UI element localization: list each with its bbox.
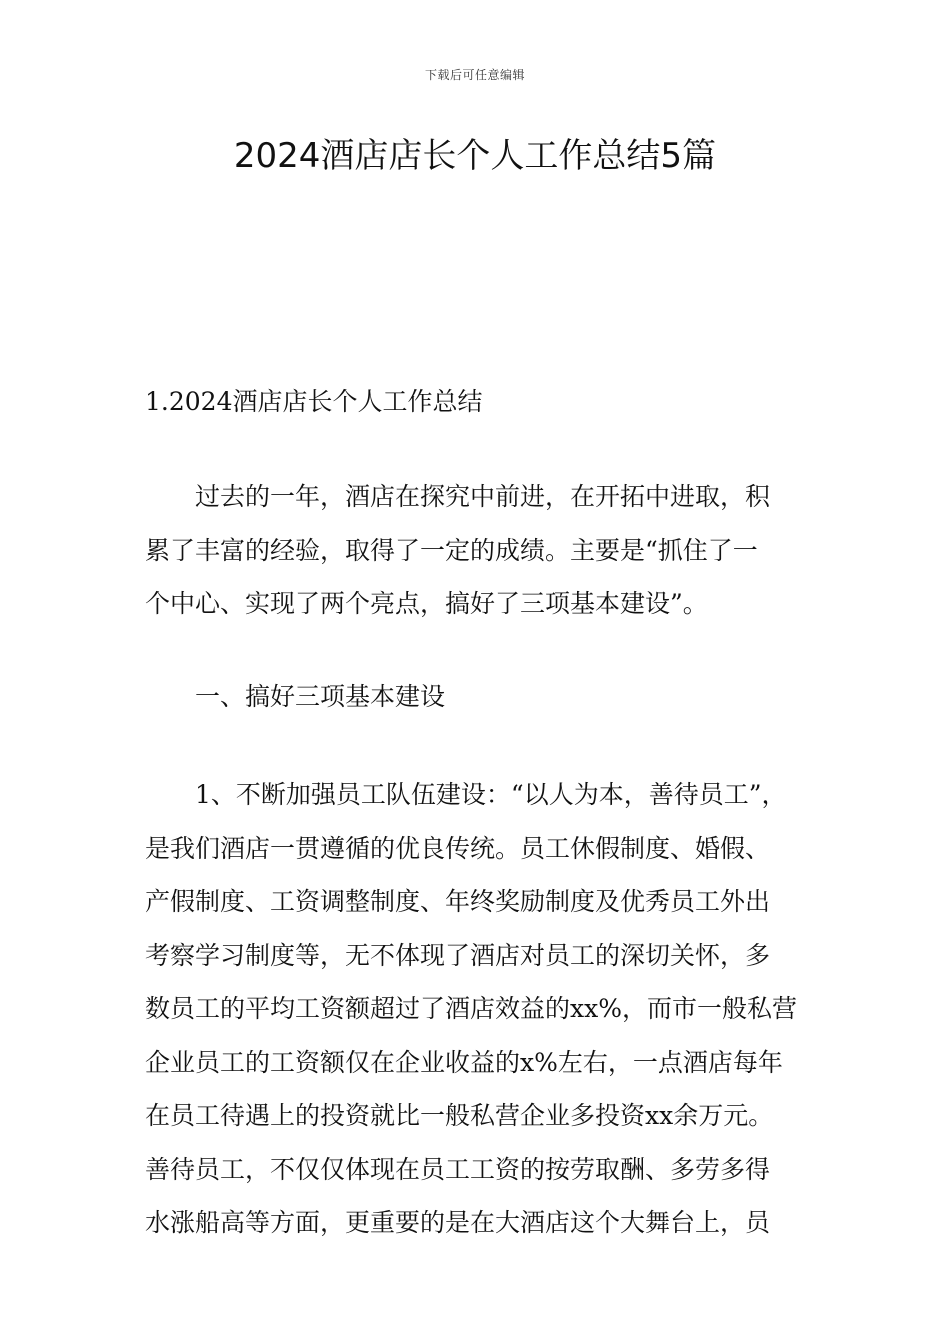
paragraph-line: 考察学习制度等，无不体现了酒店对员工的深切关怀，多 — [145, 940, 771, 970]
header-note: 下载后可任意编辑 — [424, 68, 525, 82]
subheading — [145, 670, 810, 724]
paragraph-line: 数员工的平均工资额超过了酒店效益的xx%，而市一般私营 — [145, 994, 797, 1023]
paragraph-line: 企业员工的工资额仅在企业收益的x%左右，一点酒店每年 — [145, 1047, 783, 1077]
document-title: 2024酒店店长个人工作总结5篇 — [233, 136, 717, 176]
section-heading — [145, 375, 810, 429]
paragraph-line: 水涨船高等方面，更重要的是在大酒店这个大舞台上，员 — [145, 1208, 771, 1237]
paragraph-line: 1、不断加强员工队伍建设：“以人为本，善待员工”， — [195, 780, 787, 809]
paragraph-line: 产假制度、工资调整制度、年终奖励制度及优秀员工外出 — [145, 887, 771, 916]
paragraph-line: 过去的一年，酒店在探究中前进，在开拓中进取，积 — [195, 482, 771, 511]
paragraph-line: 善待员工，不仅仅体现在员工工资的按劳取酬、多劳多得 — [145, 1154, 771, 1184]
paragraph-line: 在员工待遇上的投资就比一般私营企业多投资xx余万元。 — [145, 1101, 774, 1130]
paragraph-intro — [145, 470, 810, 631]
section-heading-text: 1.2024酒店店长个人工作总结 — [145, 387, 483, 416]
paragraph-staff-building — [145, 768, 810, 1250]
paragraph-line: 是我们酒店一贯遵循的优良传统。员工休假制度、婚假、 — [145, 833, 771, 863]
subheading-text: 一、搞好三项基本建设 — [195, 682, 446, 711]
paragraph-line: 累了丰富的经验，取得了一定的成绩。主要是“抓住了一 — [145, 535, 758, 565]
paragraph-line: 个中心、实现了两个亮点，搞好了三项基本建设”。 — [145, 589, 708, 618]
